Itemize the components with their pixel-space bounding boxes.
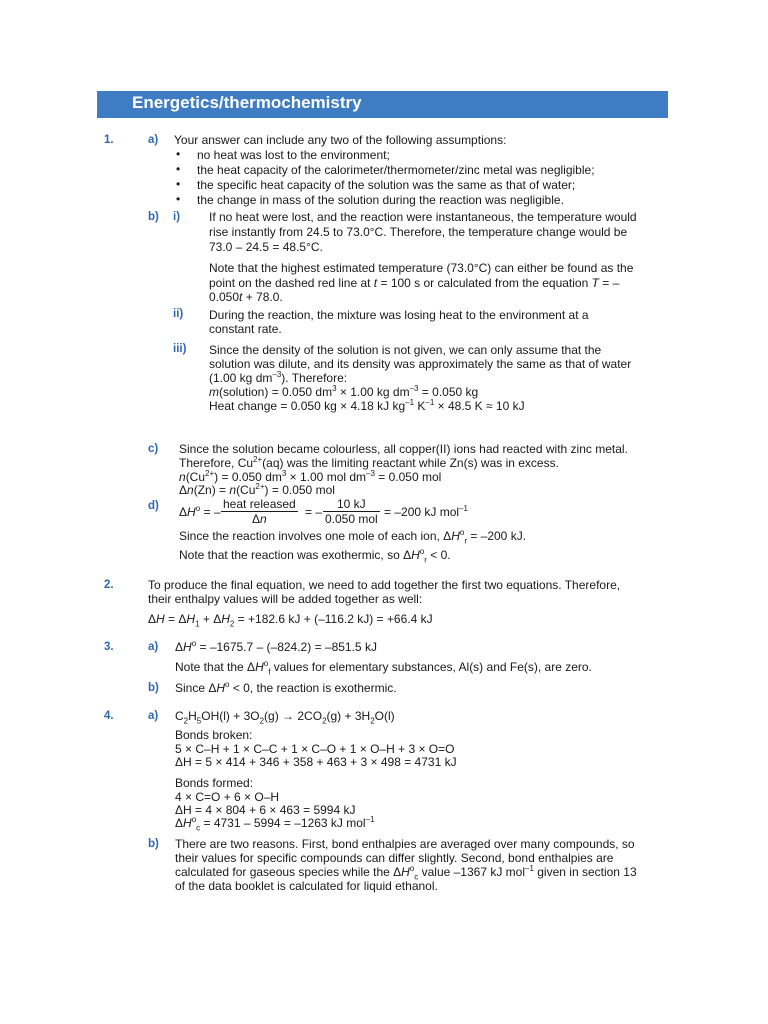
q2-line-2: their enthalpy values will be added together as well: <box>148 592 423 606</box>
q1b-i-paragraph: If no heat were lost, and the reaction were instantaneous, the temperature would <box>209 210 637 224</box>
question-number-1: 1. <box>104 134 114 146</box>
q1a-bullet-2: the heat capacity of the calorimeter/thermometer/zinc metal was negligible; <box>197 163 595 177</box>
q4a-enthalpy-result: $\Delta H^o_c = 4731 - 5994 = -1263$ kJ mol$^{-1}$ <box>175 815 375 833</box>
q1b-i-note-3: 0.050t + 78.0. <box>209 290 283 304</box>
q1b-ii-label: ii) <box>173 308 184 320</box>
q1c-line-4: $\Delta n(Zn) = n(Cu^{2+}) = 0.050$ mol <box>179 482 335 497</box>
question-number-3: 3. <box>104 641 114 653</box>
q1a-bullet-4: the change in mass of the solution during the reaction was negligible. <box>197 193 564 207</box>
q1c-line-1: Since the solution became colourless, all copper(II) ions had reacted with zinc metal. <box>179 442 628 456</box>
q1b-iii-heat: Heat change = 0.050 kg × 4.18 kJ $kg^{-1}$ $K^{-1} \times 48.5$ K ≈ 10 kJ <box>209 398 525 413</box>
q4b-line-3: calculated for gaseous species while the $\Delta H^o_c$ value –1367 kJ mol$^{-1}$ given in section 13 <box>175 864 637 882</box>
q1b-ii-line-2: constant rate. <box>209 322 282 336</box>
q1-part-d-label: d) <box>148 500 159 512</box>
q4-part-b-label: b) <box>148 838 159 850</box>
q3-part-b-label: b) <box>148 682 159 694</box>
q1-part-c-label: c) <box>148 443 159 455</box>
q1b-i-paragraph-2: rise instantly from 24.5 to 73.0°C. Therefore, the temperature change would be <box>209 225 628 239</box>
q2-equation: $\Delta H = \Delta H_1 + \Delta H_2 = +182.6$ kJ + (–116.2 kJ) = +66.4 kJ <box>148 612 433 629</box>
q1b-iii-label: iii) <box>173 343 187 355</box>
q1b-iii-line-3: (1.00 kg $dm^{-3}$). Therefore: <box>209 370 348 385</box>
q1b-i-paragraph-3: 73.0 – 24.5 = 48.5°C. <box>209 240 323 254</box>
q4-part-a-label: a) <box>148 710 159 722</box>
q1d-eq-result: = –200 kJ mol$^{-1}$ <box>384 504 468 519</box>
q3a-equation: $\Delta H^o = -1675.7 - (-824.2) = -851.5$ kJ <box>175 639 377 654</box>
q1-part-b-label: b) <box>148 211 159 223</box>
q1d-exothermic-note: Note that the reaction was exothermic, so $\Delta H^o_r < 0$. <box>179 547 451 565</box>
q1a-intro: Your answer can include any two of the following assumptions: <box>174 133 507 147</box>
question-number-2: 2. <box>104 579 114 591</box>
q4b-line-4: of the data booklet is calculated for liquid ethanol. <box>175 879 438 893</box>
q1-part-a-label: a) <box>148 134 159 146</box>
q1d-frac2-denominator: 0.050 mol <box>325 512 378 527</box>
q1b-iii-line-2: solution was dilute, and its density was approximately the same as that of water <box>209 357 632 371</box>
q1b-ii-line-1: During the reaction, the mixture was losing heat to the environment at a <box>209 308 589 322</box>
q1d-fraction-1 <box>221 497 298 527</box>
q4a-bonds-broken-heading: Bonds broken: <box>175 728 253 742</box>
q4a-formed-calc: ΔH = 4 × 804 + 6 × 463 = 5994 kJ <box>175 803 356 817</box>
q4b-line-1: There are two reasons. First, bond enthalpies are averaged over many compounds, so <box>175 837 635 851</box>
section-banner <box>97 91 668 118</box>
q1b-i-note-2: point on the dashed red line at t = 100 s or calculated from the equation T = – <box>209 276 620 290</box>
q1a-bullet-3: the specific heat capacity of the solution was the same as that of water; <box>197 178 576 192</box>
q4a-bonds-broken: 5 × C–H + 1 × C–C + 1 × C–O + 1 × O–H + 3 × O=O <box>175 742 455 756</box>
q4a-reaction: $C_2H_5OH(l) + 3O_2(g) \to 2CO_2(g) + 3H_2O(l)$ <box>175 709 395 726</box>
q3-part-a-label: a) <box>148 641 159 653</box>
q1d-eq-mid: = – <box>305 505 323 519</box>
q1a-bullet-1: no heat was lost to the environment; <box>197 148 390 162</box>
q1c-line-3: $n(Cu^{2+}) = 0.050$ $dm^3 \times 1.00$ mol $dm^{-3} = 0.050$ mol <box>179 469 442 484</box>
q1b-i-label: i) <box>173 211 181 223</box>
q4a-bonds-formed-heading: Bonds formed: <box>175 776 254 790</box>
q1d-frac1-numerator: heat released <box>223 497 296 511</box>
q1d-frac1-denominator: Δn <box>252 512 267 527</box>
q1c-line-2: Therefore, $Cu^{2+}(aq)$ was the limiting reactant while Zn(s) was in excess. <box>179 455 559 470</box>
q4a-bonds-formed: 4 × C=O + 6 × O–H <box>175 790 280 804</box>
q4b-line-2: their values for specific compounds can differ slightly. Second, bond enthalpies are <box>175 851 614 865</box>
q3a-note: Note that the $\Delta H^o_f$ values for elementary substances, Al(s) and Fe(s), are zero. <box>175 659 592 677</box>
q3b-text: Since $\Delta H^o < 0$, the reaction is exothermic. <box>175 680 397 695</box>
bullet-icon: • <box>176 177 181 191</box>
bullet-icon: • <box>176 162 181 176</box>
bullet-icon: • <box>176 147 181 161</box>
q1d-eq-lhs: $\Delta H^o$ = – <box>179 504 221 519</box>
q2-line-1: To produce the final equation, we need to add together the first two equations. Therefore, <box>148 578 621 592</box>
q4a-broken-calc: ΔH = 5 × 414 + 346 + 358 + 463 + 3 × 498 = 4731 kJ <box>175 755 457 769</box>
bullet-icon: • <box>176 192 181 206</box>
page-title: Energetics/thermochemistry <box>132 93 362 112</box>
q1b-iii-mass: m(solution) = 0.050 $dm^3 \times 1.00$ kg $dm^{-3} = 0.050$ kg <box>209 384 479 399</box>
q1b-i-note: Note that the highest estimated temperature (73.0°C) can either be found as the <box>209 261 634 275</box>
q1b-iii-line-1: Since the density of the solution is not given, we can only assume that the <box>209 343 602 357</box>
q1d-mole-note: Since the reaction involves one mole of each ion, $\Delta H^o_r = -200$ kJ. <box>179 528 527 546</box>
q1d-fraction-2 <box>323 497 380 527</box>
q1d-frac2-numerator: 10 kJ <box>323 497 380 512</box>
question-number-4: 4. <box>104 710 114 722</box>
